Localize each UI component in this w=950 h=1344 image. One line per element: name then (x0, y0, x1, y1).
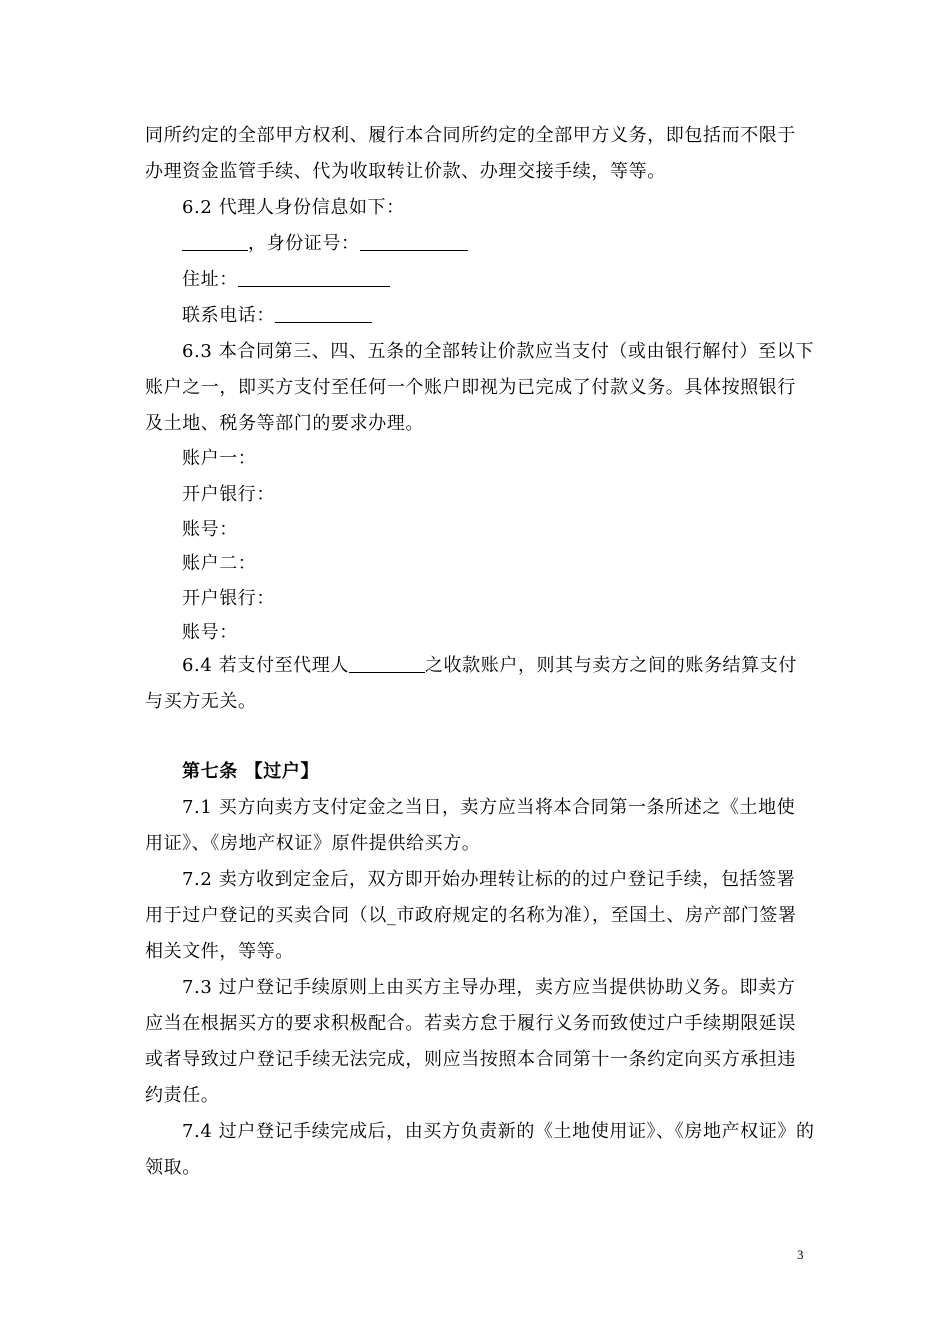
article-seven-heading: 第七条 【过户】 (182, 761, 320, 782)
id-number-blank (360, 232, 468, 251)
section-7-3-line: 7.3 过户登记手续原则上由买方主导办理，卖方应当提供协助义务。即卖方 (182, 977, 796, 998)
section-6-4-text-start: 6.4 若支付至代理人 (182, 655, 349, 676)
address-blank (238, 268, 390, 287)
paragraph-line: 领取。 (145, 1157, 201, 1178)
section-6-4-text-end: 之收款账户，则其与卖方之间的账务结算支付 (424, 655, 797, 676)
phone-blank (275, 304, 372, 323)
bank-label: 开户银行： (182, 484, 275, 505)
phone-line (182, 304, 372, 328)
address-line (182, 268, 390, 292)
id-number-label: ，身份证号： (248, 233, 360, 254)
paragraph-line: 办理资金监管手续、代为收取转让价款、办理交接手续，等等。 (145, 161, 666, 182)
section-6-3-line: 6.3 本合同第三、四、五条的全部转让价款应当支付（或由银行解付）至以下 (182, 341, 814, 362)
account-two-label: 账户二： (182, 553, 257, 574)
paragraph-line: 与买方无关。 (145, 691, 257, 712)
paragraph-line: 应当在根据买方的要求积极配合。若卖方怠于履行义务而致使过户手续期限延误 (145, 1013, 796, 1034)
section-6-4-line (182, 654, 797, 678)
agent-name-blank (182, 232, 248, 251)
account-number-label: 账号： (182, 622, 238, 643)
bank-label: 开户银行： (182, 588, 275, 609)
section-7-1-line: 7.1 买方向卖方支付定金之当日，卖方应当将本合同第一条所述之《土地使 (182, 797, 796, 818)
account-one-label: 账户一： (182, 448, 257, 469)
agent-blank (349, 654, 425, 673)
paragraph-line: 相关文件，等等。 (145, 941, 294, 962)
paragraph-line: 用证》、《房地产权证》原件提供给买方。 (145, 833, 481, 854)
paragraph-line: 同所约定的全部甲方权利、履行本合同所约定的全部甲方义务，即包括而不限于 (145, 125, 796, 146)
section-6-2-heading: 6.2 代理人身份信息如下： (182, 197, 405, 218)
section-7-2-line: 7.2 卖方收到定金后，双方即开始办理转让标的的过户登记手续，包括签署 (182, 869, 796, 890)
phone-label: 联系电话： (182, 305, 275, 326)
paragraph-line: 约责任。 (145, 1085, 220, 1106)
paragraph-line: 或者导致过户登记手续无法完成，则应当按照本合同第十一条约定向买方承担违 (145, 1049, 796, 1070)
paragraph-line: 及土地、税务等部门的要求办理。 (145, 413, 424, 434)
agent-name-id-line (182, 232, 468, 256)
paragraph-line: 用于过户登记的买卖合同（以_市政府规定的名称为准），至国土、房产部门签署 (145, 905, 797, 926)
account-number-label: 账号： (182, 519, 238, 540)
section-7-4-line: 7.4 过户登记手续完成后，由买方负责新的《土地使用证》、《房地产权证》的 (182, 1121, 815, 1142)
address-label: 住址： (182, 269, 238, 290)
paragraph-line: 账户之一，即买方支付至任何一个账户即视为已完成了付款义务。具体按照银行 (145, 377, 796, 398)
page-number: 3 (797, 1247, 804, 1262)
